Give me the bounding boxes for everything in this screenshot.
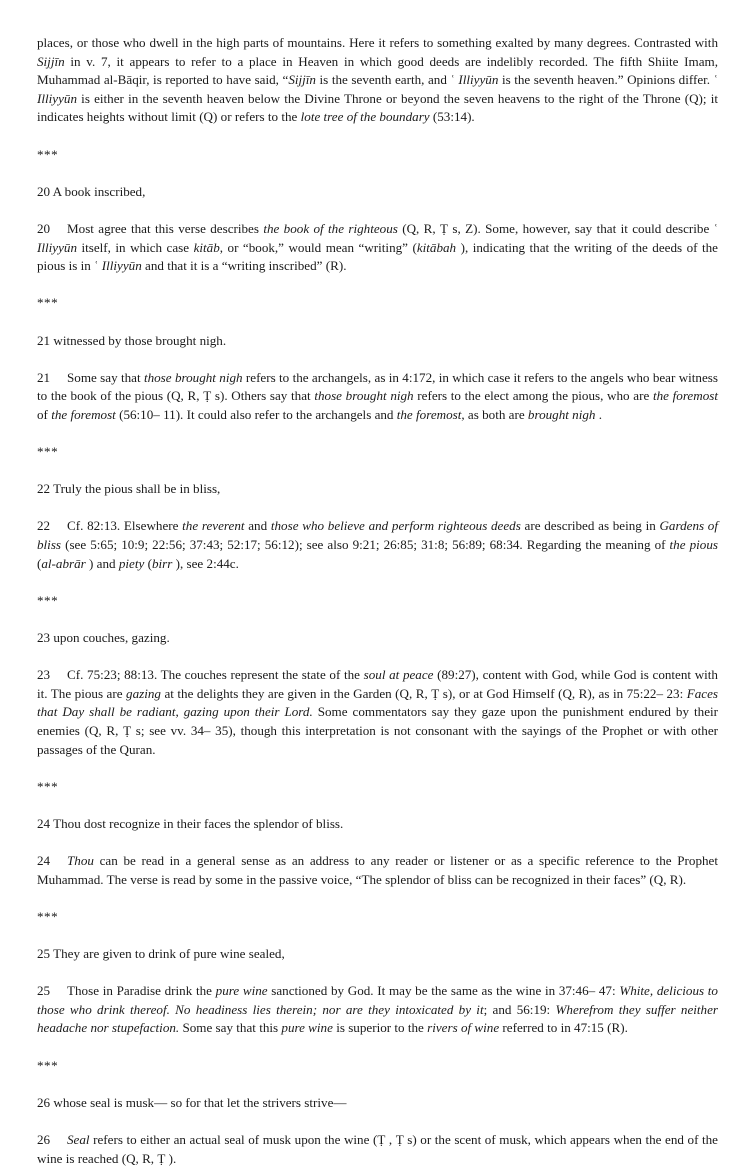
section-separator: *** (37, 1057, 59, 1073)
emphasis-text: rivers of wine (427, 1020, 500, 1036)
emphasis-text: Illiyyūn (101, 258, 142, 274)
body-text: ( (144, 555, 152, 571)
body-text: ), indicating that the writing of the deeds of the pious is in ʿ (37, 239, 718, 274)
commentary-entries (37, 146, 718, 1168)
body-text: can be read in a general sense as an address to any reader or listener or as a specific reference to the Prophet Muhammad. The verse is read by some in the passive voice, “The splendor of bliss can be recognized in their faces” (Q, R). (37, 853, 718, 887)
commentary-26 (37, 1131, 718, 1168)
body-text: is superior to the (332, 1020, 428, 1036)
body-text: itself, in which case (77, 239, 194, 255)
commentary-number: 22 (37, 518, 51, 534)
body-text: Most agree that this verse describes (67, 220, 264, 236)
emphasis-text: those brought nigh (314, 388, 414, 404)
verse-line-21: 21 witnessed by those brought nigh. (37, 332, 227, 348)
emphasis-text: soul at peace (363, 667, 434, 683)
commentary-23 (37, 666, 718, 759)
body-text: (89:27), content with God, while God is content with it. The pious are (37, 667, 718, 701)
emphasis-text: those brought nigh (143, 369, 243, 385)
section-separator: *** (37, 778, 59, 794)
emphasis-text: Illiyyūn (37, 90, 77, 106)
emphasis-text: piety (118, 555, 145, 571)
body-text: refers to the archangels, as in 4:172, in which case it refers to the angels who bear witness to the book of the pious (Q, R, Ṭ s). Others say that (37, 369, 718, 404)
body-text: is either in the seventh heaven below the Divine Throne or beyond the seven heavens to the right of the Throne (Q); it indicates heights without limit (Q) or refers to the (37, 90, 718, 125)
body-text: and that it is a “writing inscribed” (R). (141, 258, 347, 274)
commentary-24 (37, 852, 718, 889)
section-separator: *** (37, 908, 59, 924)
body-text: Cf. 75:23; 88:13. The couches represent the state of the (67, 667, 364, 683)
emphasis-text: the pious (669, 537, 718, 553)
body-text: Some say that this (179, 1020, 282, 1036)
commentary-20 (37, 220, 718, 276)
commentary-22 (37, 517, 718, 573)
emphasis-text: the foremost (51, 406, 116, 422)
section-separator: *** (37, 444, 59, 460)
emphasis-text: Seal (67, 1132, 90, 1148)
body-text: and (244, 518, 271, 534)
emphasis-text: gazing (126, 685, 161, 701)
body-text: , or “book,” would mean “writing” ( (219, 239, 417, 255)
emphasis-text: Faces that Day shall be radiant, gazing upon their Lord. (37, 685, 718, 720)
body-text: referred to in 47:15 (R). (499, 1020, 628, 1036)
body-text: (56:10– 11). It could also refer to the archangels and (115, 406, 397, 422)
emphasis-text: pure wine (281, 1020, 333, 1036)
emphasis-text: kitāb (193, 239, 220, 255)
emphasis-text: the foremost, (396, 406, 465, 422)
emphasis-text: Sijjīn (37, 53, 65, 69)
commentary-number: 26 (37, 1132, 51, 1148)
body-text: ), see 2:44c. (172, 555, 239, 571)
emphasis-text: Wherefrom they suffer neither headache nor stupefaction. (37, 1001, 719, 1036)
emphasis-text: Sijjīn (288, 72, 316, 88)
section-separator: *** (37, 295, 59, 311)
body-text: . (595, 406, 602, 422)
commentary-number: 21 (37, 369, 51, 385)
body-text: is the seventh heaven.” Opinions differ. ʿ (498, 72, 718, 88)
body-text: Those in Paradise drink the (67, 983, 216, 999)
body-text: refers to the elect among the pious, who are (413, 388, 653, 404)
emphasis-text: the reverent (182, 518, 245, 534)
body-text: as both are (464, 406, 528, 422)
body-text: (Q, R, Ṭ s, Z). Some, however, say that it could describe ʿ (397, 220, 719, 236)
verse-line-22: 22 Truly the pious shall be in bliss, (37, 481, 221, 497)
commentary-number: 23 (37, 667, 51, 683)
body-text: at the delights they are given in the Garden (Q, R, Ṭ s), or at God Himself (Q, R), as in 75:22– 23: (160, 685, 687, 701)
emphasis-text: lote tree of the boundary (300, 109, 430, 125)
commentary-number: 20 (37, 220, 51, 236)
emphasis-text: the book of the righteous (263, 220, 398, 236)
body-text: Some say that (67, 369, 144, 385)
verse-line-25: 25 They are given to drink of pure wine sealed, (37, 946, 285, 962)
emphasis-text: Thou (67, 853, 94, 869)
commentary-21 (37, 369, 718, 425)
emphasis-text: birr (151, 555, 173, 571)
commentary-number: 24 (37, 853, 51, 869)
verse-line-24: 24 Thou dost recognize in their faces the splendor of bliss. (37, 815, 344, 831)
verse-line-20: 20 A book inscribed, (37, 183, 146, 199)
body-text: in v. 7, it appears to refer to a place in Heaven in which good deeds are indelibly recorded. The fifth Shiite Imam, Muhammad al-Bāqir, is reported to have said, “ (37, 53, 718, 88)
commentary-25 (37, 982, 718, 1038)
body-text: are described as being in (520, 518, 660, 534)
emphasis-text: the foremost (652, 388, 718, 404)
emphasis-text: Illiyyūn (37, 239, 77, 255)
document-content (37, 34, 718, 1168)
commentary-number: 25 (37, 983, 51, 999)
verse-line-26: 26 whose seal is musk— so for that let the strivers strive— (37, 1094, 347, 1110)
emphasis-text: brought nigh (527, 406, 596, 422)
emphasis-text: those who believe and perform righteous deeds (270, 518, 521, 534)
opening-paragraph (37, 34, 718, 127)
body-text: of (37, 406, 52, 422)
body-text: ; and 56:19: (483, 1001, 556, 1017)
emphasis-text: Illiyyūn (458, 72, 499, 88)
body-text: (53:14). (429, 109, 475, 125)
emphasis-text: Gardens of bliss (37, 518, 718, 553)
section-separator: *** (37, 592, 59, 608)
body-text: Cf. 82:13. Elsewhere (67, 518, 183, 534)
body-text: places, or those who dwell in the high parts of mountains. Here it refers to something exalted by many degrees. Contrasted with (37, 35, 718, 50)
body-text: ) and (85, 555, 119, 571)
body-text: sanctioned by God. It may be the same as the wine in 37:46– 47: (267, 983, 620, 999)
verse-line-23: 23 upon couches, gazing. (37, 630, 170, 645)
emphasis-text: kitābah (416, 239, 457, 255)
emphasis-text: pure wine (215, 983, 268, 999)
body-text: refers to either an actual seal of musk upon the wine (Ṭ , Ṭ s) or the scent of musk, which appears when the end of the wine is reached (Q, R, Ṭ ). (37, 1132, 718, 1166)
body-text: (see 5:65; 10:9; 22:56; 37:43; 52:17; 56:12); see also 9:21; 26:85; 31:8; 56:89; 68:34. Regarding the meaning of (61, 537, 670, 553)
emphasis-text: White, delicious to those who drink thereof. No headiness lies therein; nor are they intoxicated by it (37, 983, 718, 1017)
body-text: Some commentators say they gaze upon the punishment endured by their enemies (Q, R, Ṭ s; see vv. 34– 35), though this interpretation is not consonant with the sayings of the Prophet or with other passages of the Quran. (37, 704, 719, 757)
section-separator: *** (37, 146, 59, 162)
emphasis-text: al-abrār (41, 555, 86, 571)
body-text: is the seventh earth, and ʿ (315, 72, 459, 88)
body-text: ( (37, 555, 42, 571)
